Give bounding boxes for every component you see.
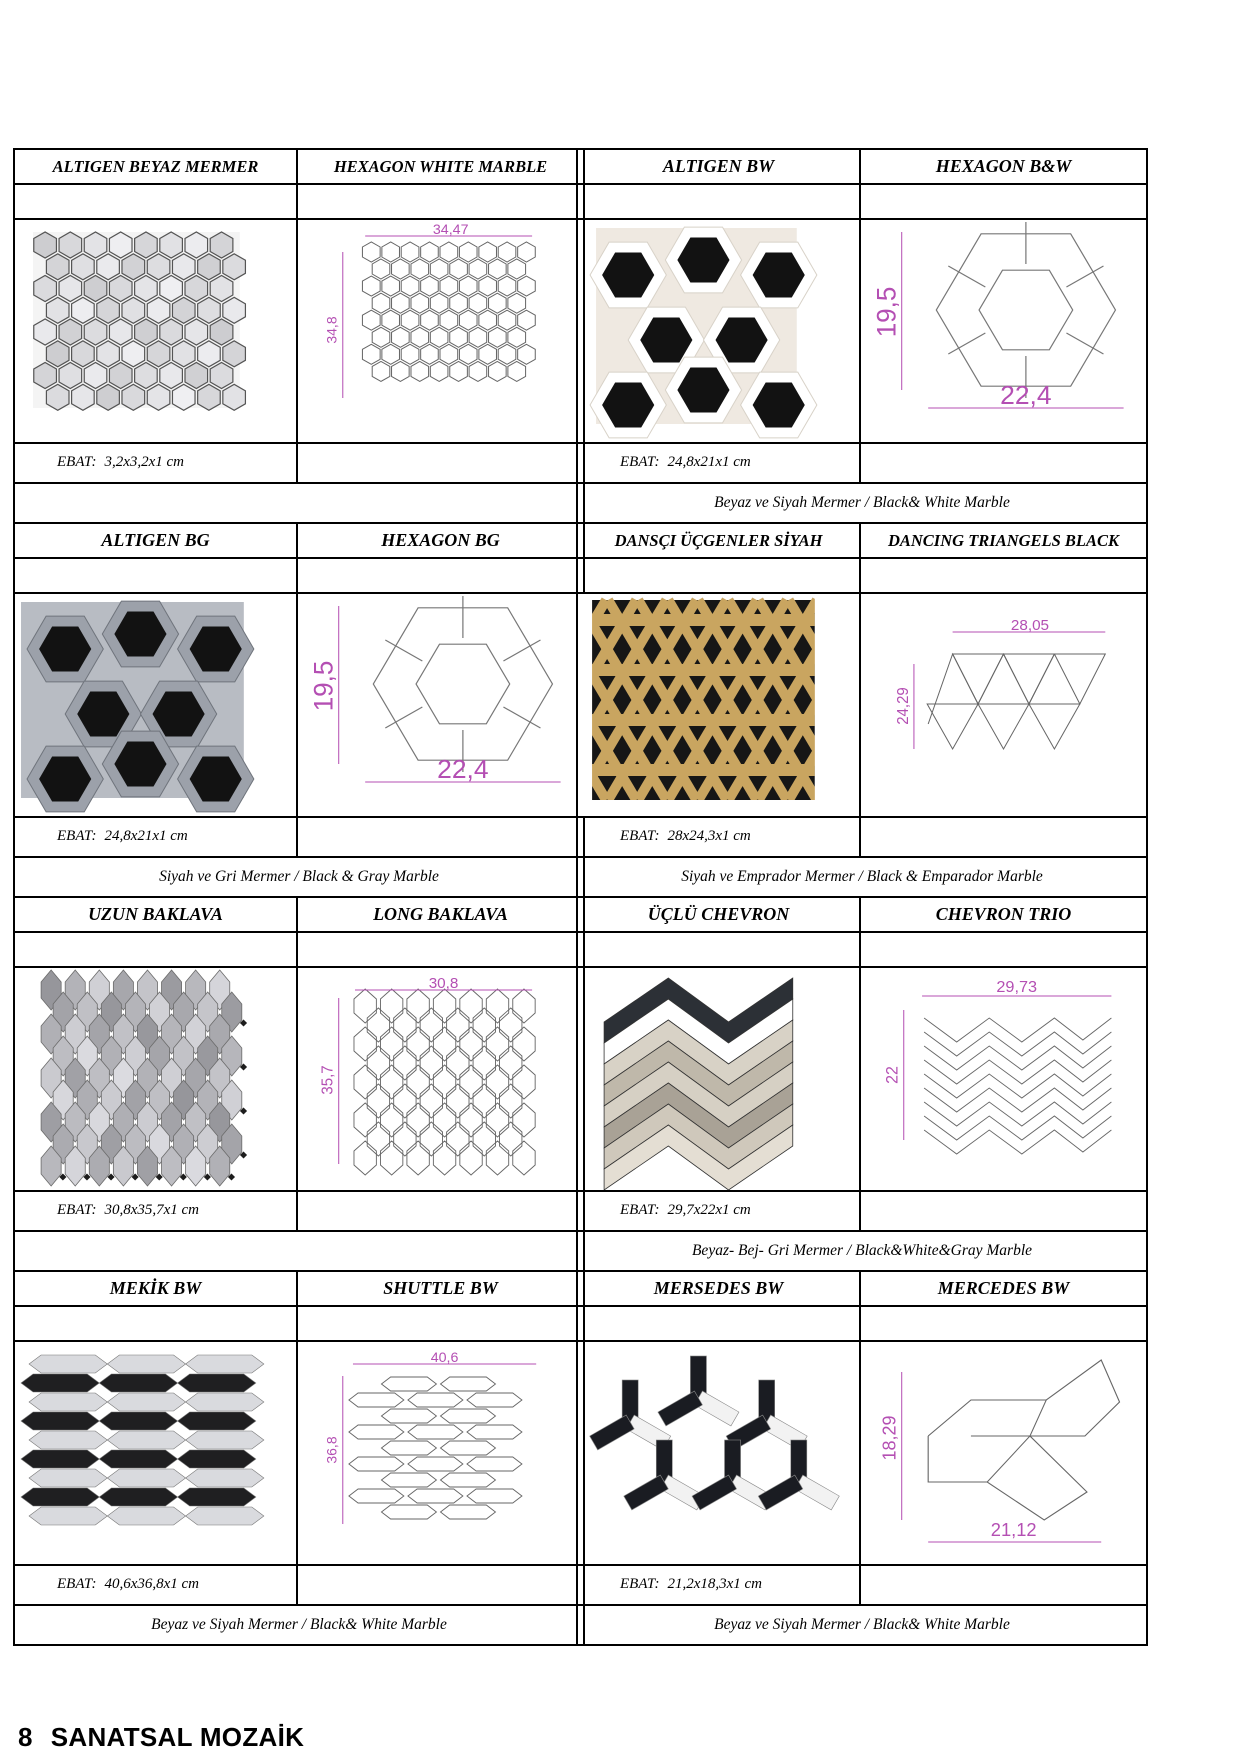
spacer-cell xyxy=(297,443,584,483)
technical-drawing xyxy=(297,593,584,817)
product-photo xyxy=(14,1341,297,1565)
material-note xyxy=(577,1605,1147,1645)
size-label: EBAT: xyxy=(57,828,97,844)
product-card xyxy=(576,896,1148,1272)
size-block xyxy=(15,1566,296,1593)
technical-drawing-art xyxy=(298,1342,583,1564)
product-card xyxy=(576,522,1148,898)
product-photo-art xyxy=(578,594,859,816)
size-value: 3,2x3,2x1 cm xyxy=(104,454,185,470)
size-label: EBAT: xyxy=(620,1202,660,1218)
technical-drawing-art xyxy=(298,220,583,442)
size-cell xyxy=(577,443,860,483)
spacer-cell xyxy=(577,1306,860,1341)
technical-drawing-art xyxy=(298,968,583,1190)
dimension-height: 36,8 xyxy=(323,1436,340,1464)
spacer-cell xyxy=(860,1306,1147,1341)
dimension-height: 24,29 xyxy=(894,687,912,725)
dimension-height: 18,29 xyxy=(879,1415,900,1461)
product-name-tr xyxy=(577,897,860,932)
product-name-tr xyxy=(14,1271,297,1306)
spacer-cell xyxy=(860,184,1147,219)
technical-drawing xyxy=(297,1341,584,1565)
size-block xyxy=(578,444,859,471)
technical-drawing-art xyxy=(861,1342,1146,1564)
product-name-en xyxy=(860,1271,1147,1306)
spacer-cell xyxy=(860,932,1147,967)
spacer-cell xyxy=(577,932,860,967)
product-name-tr xyxy=(14,897,297,932)
technical-drawing xyxy=(297,219,584,443)
technical-drawing-art xyxy=(298,594,583,816)
product-name-en-text: HEXAGON WHITE MARBLE xyxy=(333,156,548,176)
spacer-cell xyxy=(297,932,584,967)
material-note-text: Beyaz ve Siyah Mermer / Black& White Marble xyxy=(714,1616,1010,1633)
spacer-cell xyxy=(860,558,1147,593)
dimension-height: 34,8 xyxy=(323,316,340,344)
product-name-tr xyxy=(577,523,860,558)
product-photo-art xyxy=(15,594,296,816)
dimension-width: 22,4 xyxy=(1000,380,1052,410)
dimension-height: 19,5 xyxy=(308,660,339,712)
product-name-en-text: DANCING TRIANGELS BLACK xyxy=(887,530,1120,550)
size-cell xyxy=(14,1191,297,1231)
dimension-width: 40,6 xyxy=(430,1349,459,1365)
product-name-tr-text: ÜÇLÜ CHEVRON xyxy=(647,904,790,924)
size-label: EBAT: xyxy=(57,1202,97,1218)
product-photo-art xyxy=(578,1342,859,1564)
technical-drawing xyxy=(297,967,584,1191)
spacer-cell xyxy=(297,1306,584,1341)
size-cell xyxy=(14,1565,297,1605)
product-card xyxy=(576,1270,1148,1646)
product-name-en-text: HEXAGON BG xyxy=(381,530,500,550)
spacer-cell xyxy=(14,932,297,967)
material-note xyxy=(14,857,584,897)
technical-drawing xyxy=(860,219,1147,443)
material-note-text: Beyaz ve Siyah Mermer / Black& White Marble xyxy=(151,1616,447,1633)
size-cell xyxy=(577,817,860,857)
size-block xyxy=(15,1192,296,1219)
product-name-en-text: HEXAGON B&W xyxy=(935,156,1072,176)
spacer-cell xyxy=(577,558,860,593)
dimension-width: 30,8 xyxy=(428,975,459,992)
product-photo-art xyxy=(15,968,296,1190)
material-note-text: Beyaz ve Siyah Mermer / Black& White Marble xyxy=(714,494,1010,511)
spacer-cell xyxy=(14,184,297,219)
product-photo-art xyxy=(15,1342,296,1564)
size-block xyxy=(578,818,859,845)
material-note-text: Beyaz- Bej- Gri Mermer / Black&White&Gray Marble xyxy=(691,1242,1033,1259)
material-note xyxy=(577,1231,1147,1271)
product-photo xyxy=(14,967,297,1191)
material-note xyxy=(14,1605,584,1645)
dimension-width: 29,73 xyxy=(996,978,1038,996)
size-cell xyxy=(14,817,297,857)
product-photo xyxy=(577,1341,860,1565)
dimension-height: 22 xyxy=(883,1066,902,1084)
technical-drawing-art xyxy=(861,220,1146,442)
product-name-en xyxy=(297,149,584,184)
product-name-en xyxy=(860,523,1147,558)
product-name-tr-text: MERSEDES BW xyxy=(653,1278,784,1298)
size-label: EBAT: xyxy=(620,828,660,844)
size-label: EBAT: xyxy=(620,454,660,470)
size-block xyxy=(15,444,296,471)
product-name-en xyxy=(297,1271,584,1306)
size-value: 30,8x35,7x1 cm xyxy=(104,1202,200,1218)
spacer-cell xyxy=(297,1565,584,1605)
dimension-width: 22,4 xyxy=(437,754,489,784)
product-photo-art xyxy=(15,220,296,442)
size-cell xyxy=(577,1565,860,1605)
spacer-cell xyxy=(14,1306,297,1341)
size-value: 21,2x18,3x1 cm xyxy=(667,1576,763,1592)
spacer-cell xyxy=(860,1191,1147,1231)
size-label: EBAT: xyxy=(57,1576,97,1592)
material-note xyxy=(14,1231,584,1271)
product-photo xyxy=(577,219,860,443)
product-photo-art xyxy=(578,968,859,1190)
spacer-cell xyxy=(577,184,860,219)
technical-drawing-art xyxy=(861,968,1146,1190)
product-name-en-text: SHUTTLE BW xyxy=(383,1278,498,1298)
size-label: EBAT: xyxy=(57,454,97,470)
product-card xyxy=(13,896,585,1272)
size-cell xyxy=(577,1191,860,1231)
product-name-en xyxy=(297,897,584,932)
spacer-cell xyxy=(297,184,584,219)
material-note xyxy=(577,857,1147,897)
product-name-tr xyxy=(577,1271,860,1306)
catalog-column-right xyxy=(576,148,1142,1680)
product-name-tr xyxy=(14,149,297,184)
product-name-tr-text: DANSÇI ÜÇGENLER SİYAH xyxy=(614,530,823,550)
size-block xyxy=(578,1192,859,1219)
technical-drawing-art xyxy=(861,594,1146,816)
product-name-tr xyxy=(14,523,297,558)
material-note-text: Siyah ve Gri Mermer / Black & Gray Marble xyxy=(159,868,439,885)
size-block xyxy=(15,818,296,845)
product-card xyxy=(13,522,585,898)
dimension-height: 35,7 xyxy=(319,1065,337,1095)
product-name-en-text: LONG BAKLAVA xyxy=(373,904,508,924)
product-catalog xyxy=(13,148,1142,1680)
dimension-height: 19,5 xyxy=(871,286,902,338)
product-card xyxy=(576,148,1148,524)
product-photo xyxy=(577,593,860,817)
product-photo xyxy=(14,219,297,443)
product-name-tr-text: ALTIGEN BW xyxy=(662,156,775,176)
spacer-cell xyxy=(860,443,1147,483)
product-name-en xyxy=(860,149,1147,184)
product-photo xyxy=(577,967,860,1191)
dimension-width: 21,12 xyxy=(990,1520,1037,1540)
size-value: 29,7x22x1 cm xyxy=(667,1202,751,1218)
size-value: 24,8x21x1 cm xyxy=(104,828,188,844)
product-name-tr-text: UZUN BAKLAVA xyxy=(88,904,223,924)
technical-drawing xyxy=(860,967,1147,1191)
product-name-en xyxy=(297,523,584,558)
product-name-en xyxy=(860,897,1147,932)
spacer-cell xyxy=(860,817,1147,857)
dimension-width: 34,47 xyxy=(432,221,469,237)
spacer-cell xyxy=(14,558,297,593)
spacer-cell xyxy=(860,1565,1147,1605)
size-cell xyxy=(14,443,297,483)
technical-drawing xyxy=(860,1341,1147,1565)
spacer-cell xyxy=(297,817,584,857)
product-photo-art xyxy=(578,220,859,442)
product-name-en-text: MERCEDES BW xyxy=(937,1278,1070,1298)
size-value: 24,8x21x1 cm xyxy=(667,454,751,470)
product-name-en-text: CHEVRON TRIO xyxy=(935,904,1072,924)
catalog-column-left xyxy=(13,148,579,1680)
material-note xyxy=(14,483,584,523)
page-number: 8 xyxy=(18,1722,33,1752)
size-block xyxy=(578,1566,859,1593)
page-footer xyxy=(18,1722,304,1753)
size-value: 40,6x36,8x1 cm xyxy=(104,1576,200,1592)
product-card xyxy=(13,148,585,524)
product-name-tr-text: ALTIGEN BG xyxy=(101,530,210,550)
material-note-text: Siyah ve Emprador Mermer / Black & Emparador Marble xyxy=(681,868,1043,885)
material-note xyxy=(577,483,1147,523)
product-photo xyxy=(14,593,297,817)
product-card xyxy=(13,1270,585,1646)
catalog-title: SANATSAL MOZAİK xyxy=(50,1722,305,1752)
technical-drawing xyxy=(860,593,1147,817)
spacer-cell xyxy=(297,558,584,593)
product-name-tr xyxy=(577,149,860,184)
product-name-tr-text: MEKİK BW xyxy=(109,1278,202,1298)
product-name-tr-text: ALTIGEN BEYAZ MERMER xyxy=(52,156,259,176)
size-label: EBAT: xyxy=(620,1576,660,1592)
spacer-cell xyxy=(297,1191,584,1231)
dimension-width: 28,05 xyxy=(1010,617,1050,634)
size-value: 28x24,3x1 cm xyxy=(667,828,751,844)
